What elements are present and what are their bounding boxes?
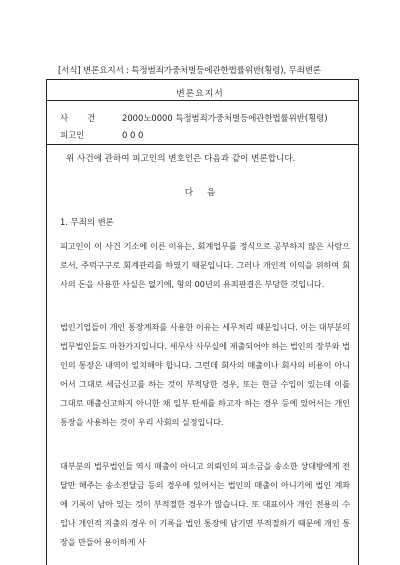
defendant-row <box>60 129 143 141</box>
document-header: [서식] 변론요지서 : 특정범죄가중처벌등에관한법률위반(횡령), 무죄변론 <box>58 66 321 76</box>
paragraph-2: 법인기업들이 개인 통장계좌를 사용한 이유는 세무처리 때문입니다. 이는 대부분의 법무법인들도 마찬가지입니다. 세무사 사무실에 제출되어야 하는 법인의 장부와 법인의 통장은 내역이 일치해야 합니다. 그런데 회사의 매출이나 회사의 비용이 아니어서 그대로 세금신고를 하는 것이 부적당한 경우, 또는 현금 수입이 있는데 이를 그대로 매출신고하지 아니한 채 일부 탄세를 하고자 하는 경우 등에 있어서는 개인 통장을 사용하는 것이 우리 사회의 실정입니다. <box>60 322 350 427</box>
defendant-value: 0 0 0 <box>122 130 144 140</box>
case-row <box>60 112 328 124</box>
paragraph-1: 피고인이 이 사건 기소에 이른 이유는, 회계업무를 정식으로 공부하지 않은 사람으로서, 주먹구구로 회계관리를 하였기 때문입니다. 그러나 개인적 이익을 위하여 회사의 돈을 사용한 사실은 없기에, 형의 00년의 유죄판결은 부당한 것입니다. <box>60 241 350 289</box>
case-divider <box>46 144 359 145</box>
defendant-label: 피고인 <box>60 130 85 140</box>
case-value: 2000노0000 특정범죄가중처벌등에관한법률위반(횡령) <box>122 113 328 123</box>
case-label: 사건 <box>60 113 115 123</box>
title-divider <box>46 100 359 101</box>
intro-text: 위 사건에 관하여 피고인의 변호인은 다음과 같이 변론합니다. <box>66 154 296 164</box>
section-title: 다음 <box>184 188 230 198</box>
section-heading: 1. 무죄의 변론 <box>60 217 114 227</box>
document-title: 변론요지서 <box>176 89 224 99</box>
paragraph-3: 대부분의 법무법인들 역시 매출이 아니고 의뢰인의 피소금을 송소한 상대방에게 전달만 해주는 송소전달금 등의 경우에 있어서는 법인의 매출이 아니기에 법인 계좌에 기록이 남아 있는 것이 부적절한 경우가 많습니다. 또 대표이사 개인 전용의 수입나 개인적 지출의 경우 이 기록을 법인 통장에 남기면 부적절하기 때문에 개인 통장을 만들어 용이하게 사 <box>60 461 350 547</box>
